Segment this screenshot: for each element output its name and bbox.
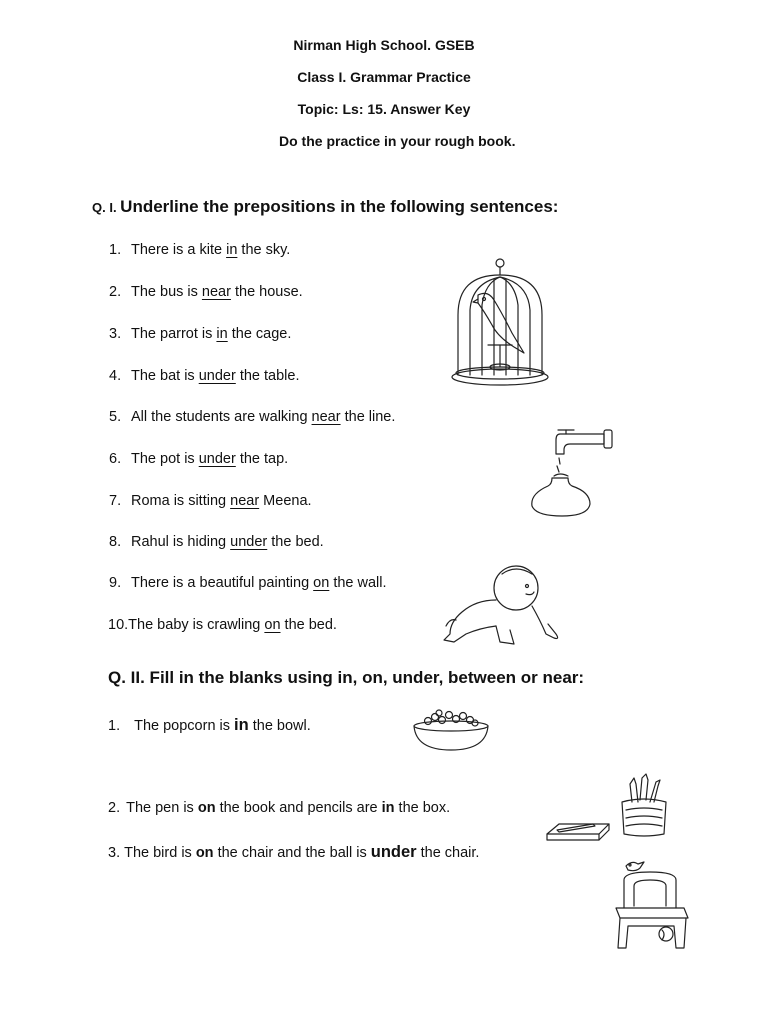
preposition-underlined: under xyxy=(198,451,236,467)
instruction-line: Do the practice in your rough book. xyxy=(279,133,516,149)
item-text: the chair and the ball is xyxy=(213,845,371,861)
q1-item xyxy=(109,284,303,300)
q1-item xyxy=(109,242,290,258)
q1-item xyxy=(109,575,387,591)
item-number: 9. xyxy=(109,575,122,591)
item-text: The parrot is xyxy=(131,326,217,342)
q2-heading: Q. II. Fill in the blanks using in, on, under, between or near: xyxy=(108,668,585,687)
item-number: 7. xyxy=(109,493,122,509)
answer-word: in xyxy=(234,716,249,734)
q1-item xyxy=(109,451,288,467)
q1-title: Underline the prepositions in the following sentences: xyxy=(120,197,559,216)
item-text: The pen is xyxy=(126,800,198,816)
item-number: 3. xyxy=(109,326,122,342)
q1-item xyxy=(108,617,337,633)
item-text: The popcorn is xyxy=(134,718,235,734)
item-text: the chair. xyxy=(416,845,480,861)
topic-line: Topic: Ls: 15. Answer Key xyxy=(297,101,471,117)
item-number: 1. xyxy=(108,718,121,734)
item-text: the house. xyxy=(230,284,303,300)
pen-book-icon xyxy=(545,818,613,844)
crawling-baby-icon xyxy=(436,560,566,650)
q2-item-1 xyxy=(108,716,311,735)
item-text: the line. xyxy=(340,409,396,425)
q1-item xyxy=(109,534,324,550)
answer-word: on xyxy=(195,845,214,861)
class-line: Class I. Grammar Practice xyxy=(297,69,471,85)
item-text: the bowl. xyxy=(248,718,311,734)
item-text: the sky. xyxy=(237,242,291,258)
bird-chair-icon xyxy=(610,856,700,956)
q1-heading xyxy=(92,197,558,217)
item-text: There is a kite xyxy=(131,242,227,258)
q1-label: Q. I. xyxy=(92,200,121,215)
item-text: The pot is xyxy=(131,451,199,467)
item-text: The bird is xyxy=(124,845,196,861)
item-text: the cage. xyxy=(227,326,292,342)
q2-item-2 xyxy=(108,800,450,816)
item-text: There is a beautiful painting xyxy=(131,575,314,591)
preposition-underlined: in xyxy=(216,326,228,342)
item-number: 6. xyxy=(109,451,122,467)
answer-word: on xyxy=(197,800,216,816)
q1-item xyxy=(109,409,395,425)
item-number: 10. xyxy=(108,617,129,633)
preposition-underlined: on xyxy=(264,617,281,633)
tap-pot-icon xyxy=(526,428,618,518)
parrot-cage-icon xyxy=(440,255,560,390)
item-text: Meena. xyxy=(259,493,312,509)
preposition-underlined: in xyxy=(226,242,238,258)
preposition-underlined: on xyxy=(313,575,330,591)
item-number: 2. xyxy=(108,800,121,816)
popcorn-bowl-icon xyxy=(410,708,492,753)
item-text: Roma is sitting xyxy=(131,493,231,509)
item-number: 2. xyxy=(109,284,122,300)
pencil-box-icon xyxy=(618,772,670,838)
q1-item xyxy=(109,368,299,384)
answer-word: in xyxy=(381,800,395,816)
item-text: the bed. xyxy=(267,534,324,550)
item-number: 8. xyxy=(109,534,122,550)
q1-item xyxy=(109,493,312,509)
preposition-underlined: under xyxy=(198,368,236,384)
item-text: The bus is xyxy=(131,284,202,300)
item-number: 5. xyxy=(109,409,122,425)
item-number: 4. xyxy=(109,368,122,384)
preposition-underlined: near xyxy=(201,284,231,300)
q1-item xyxy=(109,326,291,342)
item-text: The baby is crawling xyxy=(128,617,265,633)
q2-item-3 xyxy=(108,843,479,862)
item-text: the book and pencils are xyxy=(215,800,382,816)
preposition-underlined: under xyxy=(230,534,268,550)
answer-word: under xyxy=(370,843,417,861)
preposition-underlined: near xyxy=(311,409,341,425)
item-text: All the students are walking xyxy=(131,409,312,425)
item-text: Rahul is hiding xyxy=(131,534,231,550)
item-text: the bed. xyxy=(280,617,337,633)
item-text: The bat is xyxy=(131,368,199,384)
item-number: 3. xyxy=(108,845,121,861)
item-text: the table. xyxy=(235,368,300,384)
item-text: the box. xyxy=(394,800,451,816)
item-text: the tap. xyxy=(235,451,289,467)
preposition-underlined: near xyxy=(230,493,260,509)
item-number: 1. xyxy=(109,242,122,258)
school-name: Nirman High School. GSEB xyxy=(293,37,475,53)
item-text: the wall. xyxy=(329,575,387,591)
